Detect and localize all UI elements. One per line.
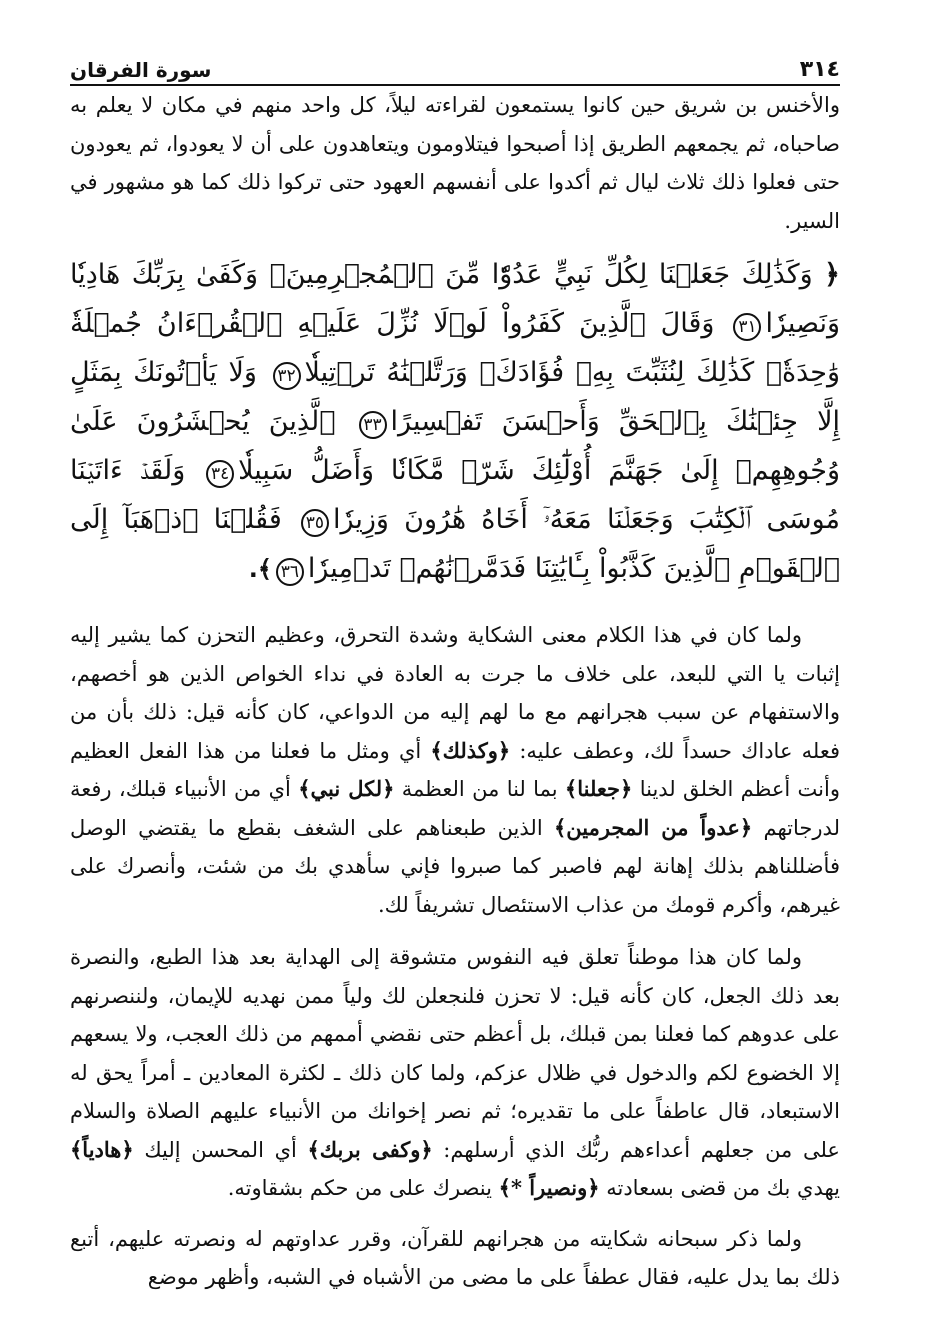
- p2-text-3: بما لنا من العظمة: [401, 777, 558, 801]
- surah-title: سورة الفرقان: [70, 58, 212, 82]
- p3-text-1: ولما كان هذا موطناً تعلق فيه النفوس متشوقة إلى الهداية بعد هذا الطبع، والنصرة بعد ذلك الجعل، كان كأنه قيل: لا تحزن فلنجعلن لك ولياً ممن نهديه للإيمان، ولننصرنهم على عدوهم كما فعلنا بمن قبلك، بل أعظم حتى نقضي أممهم من ذلك العجب، ولا يسعهم إلا الخضوع لكم والدخول في ظلال عزكم، ولما كان ذلك ـ لكثرة المعادين ـ أمراً يحق له الاستبعاد، قال عاطفاً على ما تقديره؛ ثم نصر إخوانك من الأنبياء عليهم الصلاة والسلام على من جعلهم أعداءهم ربُّك الذي أرسلهم:: [70, 945, 840, 1162]
- ayah-number-33: ٣٣: [359, 411, 387, 439]
- quran-passage: [70, 250, 840, 594]
- ayah-number-35: ٣٥: [301, 509, 329, 537]
- p2-text-5: الذين طبعناهم على الشغف بقطع ما يقتضي الوصل فأضللناهم بذلك إهانة لهم فاصبر كما صبروا فإني سأهدي بك من شئت، وأنصرك على غيرهم، وأكرم قومك من عذاب الاستئصال تشريفاً لك.: [70, 815, 840, 917]
- p2-quote-4: ﴿عدواً من المجرمين﴾: [553, 814, 753, 840]
- p3-quote-1: ﴿وكفى بربك﴾: [307, 1136, 433, 1162]
- quran-close-bracket: ﴾.: [248, 555, 272, 583]
- verse-36: فَقُلۡنَا ٱذۡهَبَآ إِلَى ٱلۡقَوۡمِ ٱلَّذِينَ كَذَّبُواْ بِـَٔايَٰتِنَا فَدَمَّرۡنَٰهُمۡ تَدۡمِيرٗا: [70, 504, 840, 584]
- p2-text-4: أي من الأنبياء قبلك، رفعة لدرجاتهم: [70, 777, 840, 840]
- book-page: [70, 50, 840, 1297]
- p3-text-4: ينصرك على من حكم بشقاوته.: [227, 1176, 492, 1200]
- paragraph-2: [70, 616, 840, 924]
- p2-quote-3: ﴿لكل نبي﴾: [298, 776, 395, 801]
- page-header: [70, 50, 840, 82]
- p3-quote-3: ﴿ونصيراً *﴾: [498, 1175, 600, 1200]
- p3-quote-2: ﴿هادياً﴾: [70, 1136, 134, 1162]
- quran-open-bracket: ﴿: [824, 259, 840, 290]
- p2-text-2: أي ومثل ما فعلنا من هذا الفعل العظيم وأنت أعظم الخلق لدينا: [70, 738, 841, 801]
- paragraph-4: ولما ذكر سبحانه شكايته من هجرانهم للقرآن، وقرر عداوتهم له ونصرته عليهم، أتبع ذلك بما يدل عليه، فقال عطفاً على ما مضى من الأشباه في الشبه، وأظهر موضع: [70, 1226, 840, 1289]
- verse-34: ٱلَّذِينَ يُحۡشَرُونَ عَلَىٰ وُجُوهِهِمۡ إِلَىٰ جَهَنَّمَ أُوْلَٰٓئِكَ شَرّٞ مَّكَانٗا وَأَضَلُّ سَبِيلٗا: [70, 406, 840, 486]
- p2-text-1: ولما كان في هذا الكلام معنى الشكاية وشدة التحرق، وعظيم التحزن كما يشير إليه إثبات يا التي للبعد، على خلاف ما جرت به العادة في نداء الخواص الذين هو أخصهم، والاستفهام عن سبب هجرانهم مع ما لهم إليه من الدواعي، كان كأنه قيل: ذلك بأن من فعله عاداك حسداً لك، وعطف عليه:: [70, 623, 840, 763]
- ayah-number-36: ٣٦: [276, 558, 304, 586]
- ayah-number-32: ٣٢: [273, 362, 301, 390]
- p3-text-3: يهدي بك من قضى بسعادته: [606, 1176, 840, 1200]
- p2-quote-1: ﴿وكذلك﴾: [430, 737, 511, 763]
- paragraph-3: [70, 938, 840, 1208]
- p3-text-2: أي المحسن إليك: [144, 1137, 297, 1162]
- ayah-number-34: ٣٤: [206, 460, 234, 488]
- verse-33: وَلَا يَأۡتُونَكَ بِمَثَلٍ إِلَّا جِئۡنَٰكَ بِٱلۡحَقِّ وَأَحۡسَنَ تَفۡسِيرًا: [70, 357, 840, 437]
- verse-35: وَلَقَدۡ ءَاتَيۡنَا مُوسَى ٱلۡكِتَٰبَ وَجَعَلۡنَا مَعَهُۥٓ أَخَاهُ هَٰرُونَ وَزِيرٗا: [70, 455, 840, 535]
- paragraph-1: والأخنس بن شريق حين كانوا يستمعون لقراءته ليلاً، كل واحد منهم في مكان لا يعلم به صاحباه، ثم يجمعهم الطريق إذا أصبحوا فيتلاومون ويتعاهدون على أن لا يعودوا، ثم يعودون حتى فعلوا ذلك ثلاث ليال ثم أكدوا على أنفسهم العهود حتى تركوا ذلك كما هو مشهور في السير.: [70, 93, 840, 233]
- ayah-number-31: ٣١: [733, 313, 761, 341]
- page-number: ٣١٤: [799, 57, 840, 82]
- verse-32: وَقَالَ ٱلَّذِينَ كَفَرُواْ لَوۡلَا نُزِّلَ عَلَيۡهِ ٱلۡقُرۡءَانُ جُمۡلَةٗ وَٰحِدَةٗۚ كَذَٰلِكَ لِنُثَبِّتَ بِهِۦ فُؤَادَكَۖ وَرَتَّلۡنَٰهُ تَرۡتِيلٗا: [70, 308, 840, 388]
- p2-quote-2: ﴿جعلنا﴾: [564, 776, 633, 801]
- verse-31: وَكَذَٰلِكَ جَعَلۡنَا لِكُلِّ نَبِيٍّ عَدُوّٗا مِّنَ ٱلۡمُجۡرِمِينَۗ وَكَفَىٰ بِرَبِّكَ هَادِيٗا وَنَصِيرٗا: [70, 259, 840, 339]
